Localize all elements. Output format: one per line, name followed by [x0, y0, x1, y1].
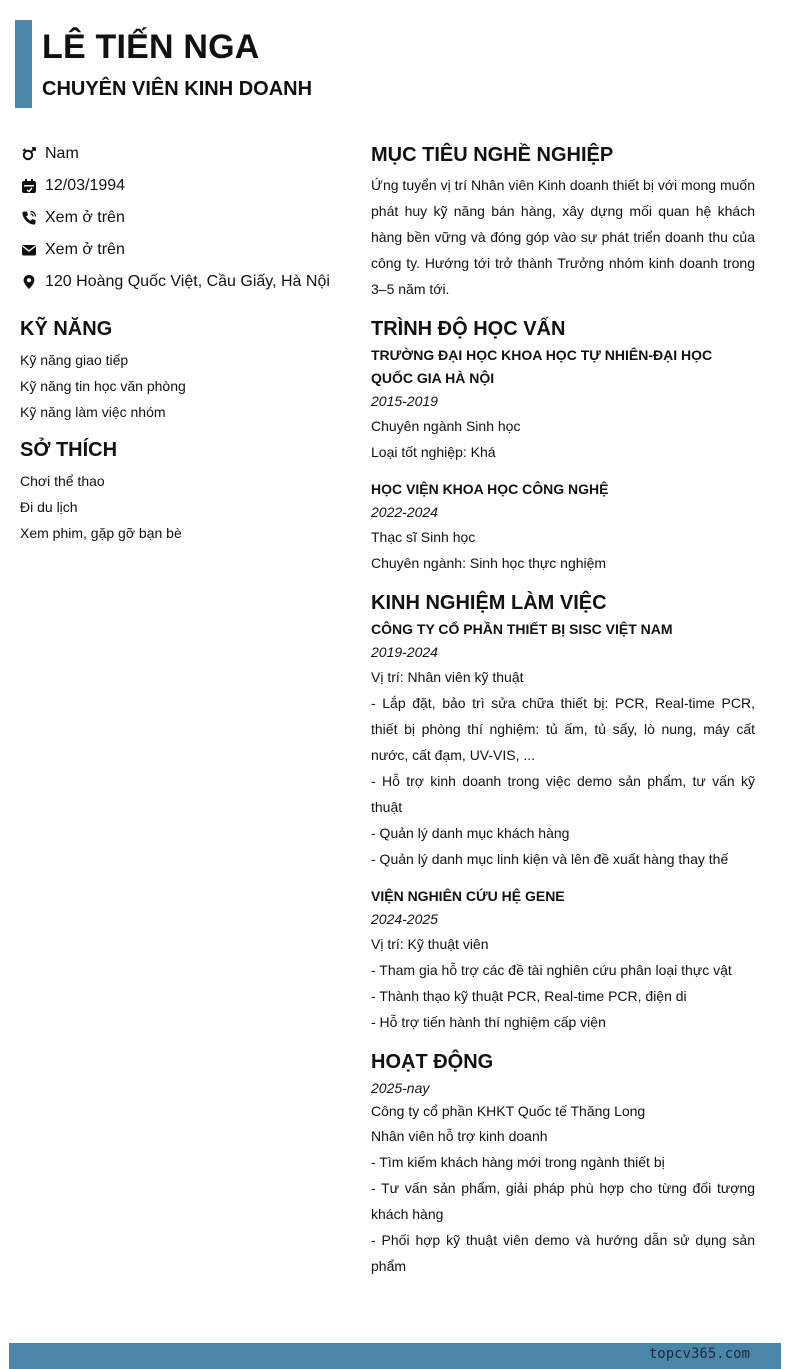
experience-line: - Lắp đặt, bảo trì sửa chữa thiết bị: PCR, Real-time PCR, thiết bị phòng thí nghiệm: tủ ấm, tủ sấy, lò nung, máy cất nước, cất đạm, UV-VIS, ... [371, 695, 755, 763]
objective-title: MỤC TIÊU NGHỀ NGHIỆP [371, 144, 614, 166]
experience-entry [371, 618, 755, 872]
experience-period: 2019-2024 [371, 644, 438, 660]
experience-line: - Thành thạo kỹ thuật PCR, Real-time PCR, điện di [371, 988, 687, 1004]
education-period: 2015-2019 [371, 393, 438, 409]
skill-item: Kỹ năng tin học văn phòng [20, 378, 186, 394]
activity-period: 2025-nay [371, 1080, 430, 1096]
phone-icon [20, 210, 37, 227]
hobby-item: Đi du lịch [20, 499, 78, 515]
skills-title: KỸ NĂNG [20, 318, 113, 340]
education-entry [371, 344, 755, 465]
skill-item: Kỹ năng làm việc nhóm [20, 404, 166, 420]
activity-line: Nhân viên hỗ trợ kinh doanh [371, 1128, 548, 1144]
hobbies-list [20, 468, 350, 546]
mail-icon [20, 242, 37, 259]
contact-email-text: Xem ở trên [45, 241, 125, 258]
job-title: CHUYÊN VIÊN KINH DOANH [42, 78, 313, 100]
contact-email [20, 234, 350, 266]
hobby-item: Chơi thể thao [20, 473, 105, 489]
experience-line: - Hỗ trợ tiến hành thí nghiệm cấp viện [371, 1014, 606, 1030]
candidate-name: LÊ TIẾN NGA [42, 28, 260, 66]
education-line: Loại tốt nghiệp: Khá [371, 444, 496, 460]
left-column [20, 138, 350, 546]
contact-address-text: 120 Hoàng Quốc Việt, Cầu Giấy, Hà Nội [45, 273, 330, 290]
contact-birthdate [20, 170, 350, 202]
education-period: 2022-2024 [371, 504, 438, 520]
contact-phone-text: Xem ở trên [45, 209, 125, 226]
gender-icon [20, 146, 37, 163]
education-entry [371, 478, 755, 576]
education-org: TRƯỜNG ĐẠI HỌC KHOA HỌC TỰ NHIÊN-ĐẠI HỌC QUỐC GIA HÀ NỘI [371, 347, 713, 386]
contact-gender [20, 138, 350, 170]
calendar-icon [20, 178, 37, 195]
education-line: Thạc sĩ Sinh học [371, 529, 476, 545]
contact-address [20, 266, 350, 298]
skills-list [20, 347, 350, 425]
experience-line: - Tham gia hỗ trợ các đề tài nghiên cứu phân loại thực vật [371, 962, 732, 978]
experience-line: Vị trí: Kỹ thuật viên [371, 936, 489, 952]
footer-bar [9, 1343, 781, 1369]
activities-title: HOẠT ĐỘNG [371, 1051, 494, 1073]
contact-birthdate-text: 12/03/1994 [45, 177, 126, 194]
experience-line: Vị trí: Nhân viên kỹ thuật [371, 669, 524, 685]
experience-line: - Hỗ trợ kinh doanh trong việc demo sản phẩm, tư vấn kỹ thuật [371, 773, 755, 815]
header-accent-bar [15, 20, 32, 108]
footer-brand: topcv365.com [648, 1346, 750, 1362]
contact-gender-text: Nam [45, 145, 79, 162]
education-line: Chuyên ngành: Sinh học thực nghiệm [371, 555, 607, 571]
education-org: HỌC VIỆN KHOA HỌC CÔNG NGHỆ [371, 481, 609, 497]
hobby-item: Xem phim, gặp gỡ bạn bè [20, 525, 182, 541]
experience-line: - Quản lý danh mục linh kiện và lên đề xuất hàng thay thế [371, 851, 729, 867]
activity-entry [371, 1077, 755, 1279]
activity-line: - Phối hợp kỹ thuật viên demo và hướng dẫn sử dụng sản phẩm [371, 1232, 755, 1274]
hobbies-title: SỞ THÍCH [20, 439, 118, 461]
location-icon [20, 274, 37, 291]
activity-line: - Tư vấn sản phẩm, giải pháp phù hợp cho từng đối tượng khách hàng [371, 1180, 755, 1222]
activity-line: - Tìm kiếm khách hàng mới trong ngành thiết bị [371, 1154, 665, 1170]
experience-org: CÔNG TY CỔ PHẦN THIẾT BỊ SISC VIỆT NAM [371, 621, 673, 637]
experience-period: 2024-2025 [371, 911, 438, 927]
experience-org: VIỆN NGHIÊN CỨU HỆ GENE [371, 888, 565, 904]
skill-item: Kỹ năng giao tiếp [20, 352, 129, 368]
objective-text: Ứng tuyển vị trí Nhân viên Kinh doanh thiết bị với mong muốn phát huy kỹ năng bán hàng, xây dựng mối quan hệ khách hàng bền vững và đóng góp vào sự phát triển doanh thu của công ty. Hướng tới trở thành Trưởng nhóm kinh doanh trong 3–5 năm tới. [371, 177, 755, 297]
right-column [371, 140, 755, 1279]
education-title: TRÌNH ĐỘ HỌC VẤN [371, 318, 566, 340]
education-line: Chuyên ngành Sinh học [371, 418, 521, 434]
contact-phone [20, 202, 350, 234]
experience-title: KINH NGHIỆM LÀM VIỆC [371, 592, 607, 614]
experience-line: - Quản lý danh mục khách hàng [371, 825, 570, 841]
activity-org: Công ty cổ phần KHKT Quốc tế Thăng Long [371, 1103, 646, 1119]
experience-entry [371, 885, 755, 1035]
